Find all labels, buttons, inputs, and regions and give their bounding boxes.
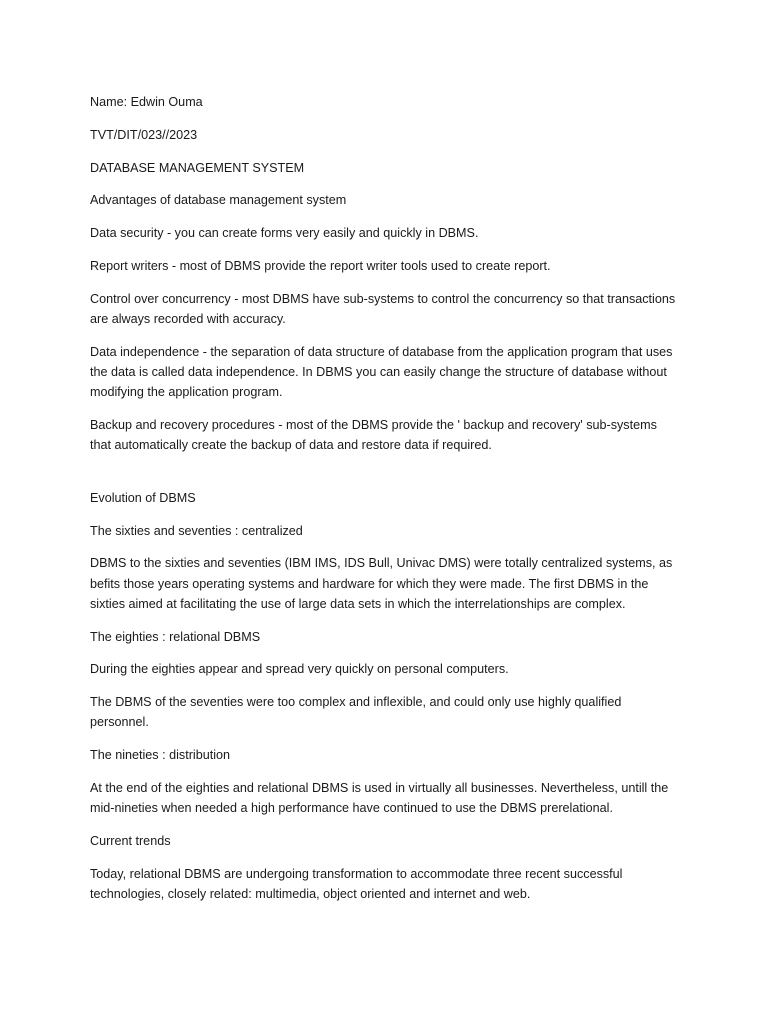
- advantage-concurrency: Control over concurrency - most DBMS have sub-systems to control the concurrency so that transactions are always recorded with accuracy.: [90, 291, 676, 326]
- advantage-data-security: Data security - you can create forms very easily and quickly in DBMS.: [90, 226, 479, 241]
- current-trends-heading: Current trends: [90, 833, 171, 848]
- document-body: [90, 92, 678, 917]
- sixties-heading: The sixties and seventies : centralized: [90, 523, 303, 538]
- nineties-paragraph: At the end of the eighties and relational DBMS is used in virtually all businesses. Nevertheless, untill the mid-nineties when needed a high performance have continued to use the DBMS prerelational.: [90, 780, 669, 816]
- advantage-report-writers: Report writers - most of DBMS provide the report writer tools used to create report.: [90, 258, 551, 273]
- current-trends-paragraph: Today, relational DBMS are undergoing transformation to accommodate three recent successful technologies, closely related: multimedia, object oriented and internet and web.: [90, 866, 623, 901]
- eighties-heading: The eighties : relational DBMS: [90, 629, 261, 644]
- sixties-paragraph: DBMS to the sixties and seventies (IBM IMS, IDS Bull, Univac DMS) were totally centralized systems, as befits those years operating systems and hardware for which they were made. The first DBMS in the sixties aimed at facilitating the use of large data sets in which the interrelationships are complex.: [90, 556, 673, 611]
- advantage-data-independence: Data independence - the separation of data structure of database from the application program that uses the data is called data independence. In DBMS you can easily change the structure of database without modifying the application program.: [90, 344, 673, 400]
- student-id: TVT/DIT/023//2023: [90, 127, 198, 142]
- eighties-paragraph-1: During the eighties appear and spread very quickly on personal computers.: [90, 662, 509, 677]
- eighties-paragraph-2: The DBMS of the seventies were too complex and inflexible, and could only use highly qualified personnel.: [90, 695, 622, 730]
- advantage-backup-recovery: Backup and recovery procedures - most of the DBMS provide the ' backup and recovery' sub-systems that automatically create the backup of data and restore data if required.: [90, 417, 657, 453]
- document-title: DATABASE MANAGEMENT SYSTEM: [90, 160, 305, 175]
- advantages-heading: Advantages of database management system: [90, 193, 347, 208]
- nineties-heading: The nineties : distribution: [90, 748, 231, 763]
- evolution-heading: Evolution of DBMS: [90, 490, 196, 505]
- author-name: Name: Edwin Ouma: [90, 95, 203, 109]
